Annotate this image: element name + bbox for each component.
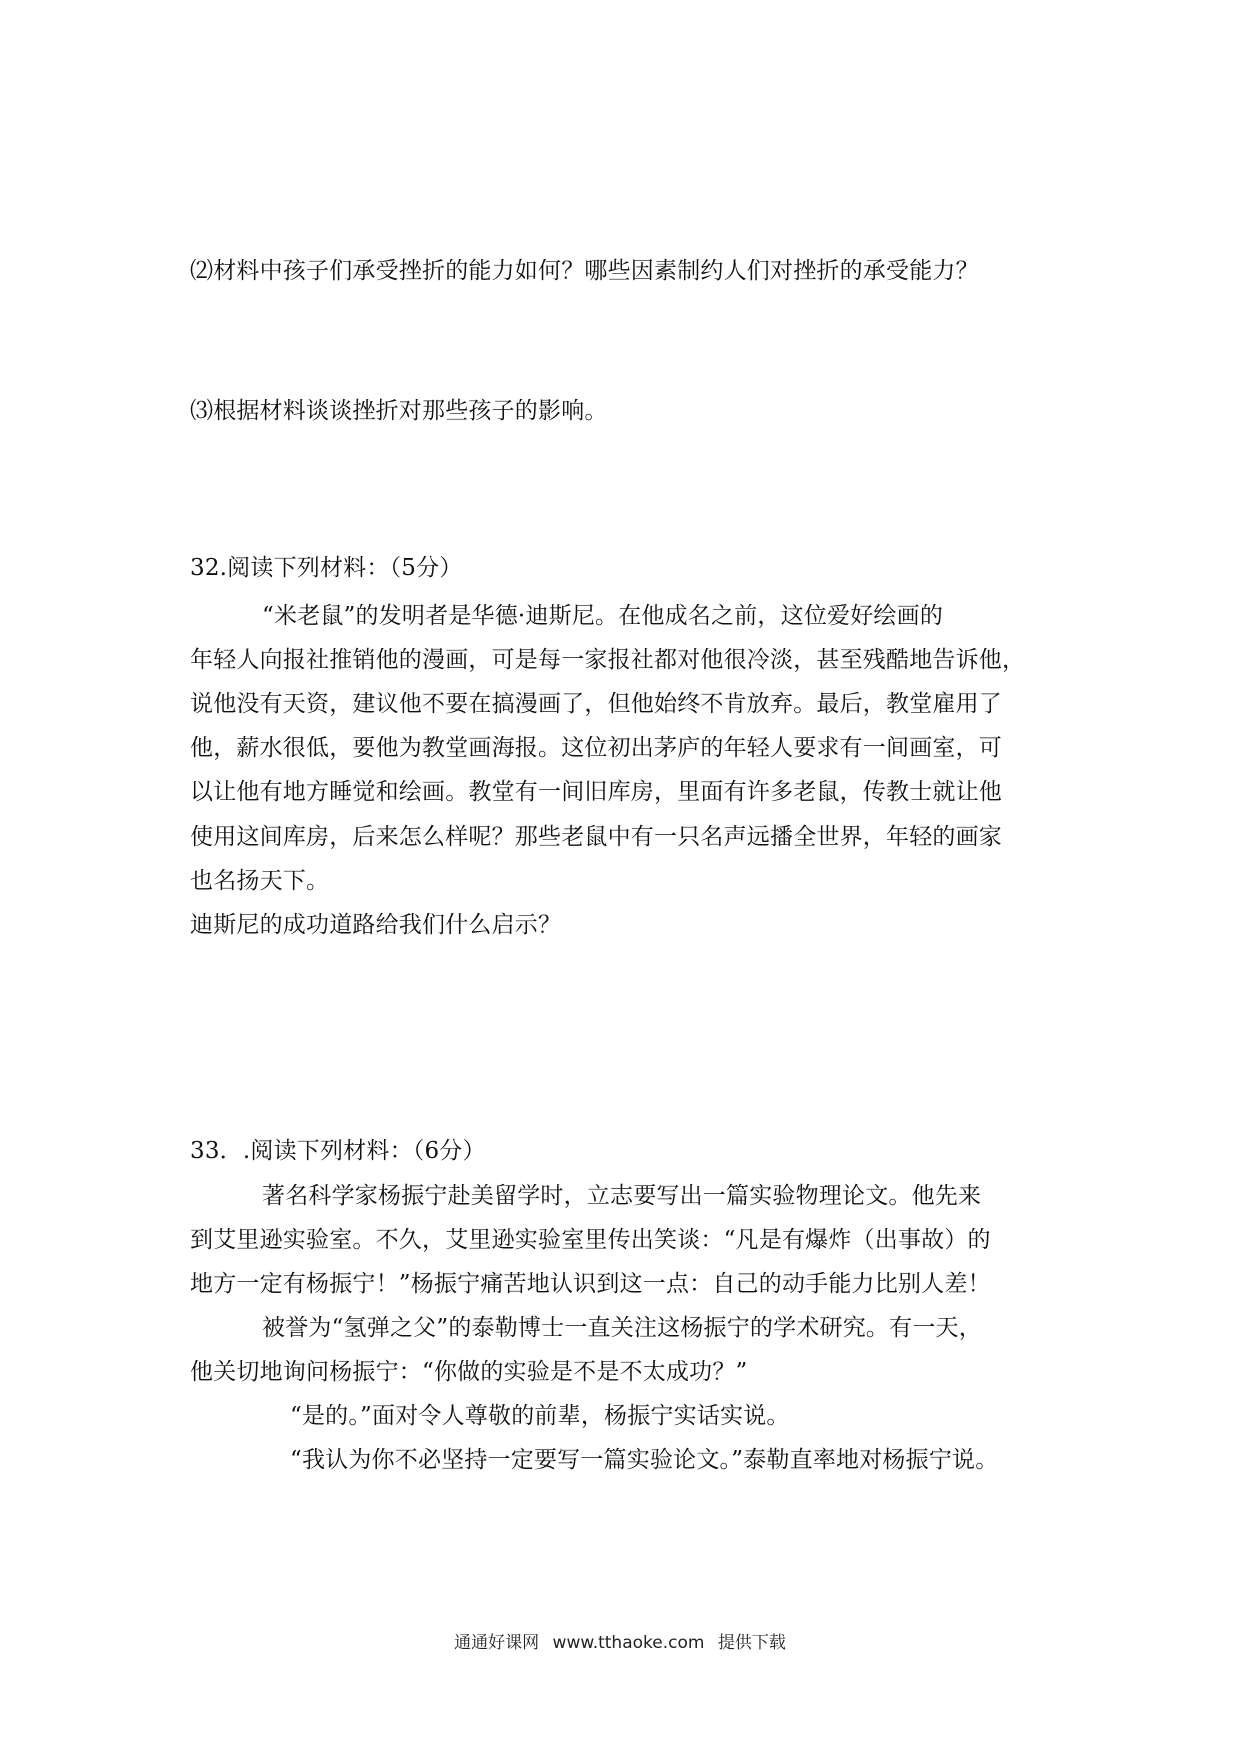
question-32-paragraph-line: 以让他有地方睡觉和绘画。教堂有一间旧库房，里面有许多老鼠，传教士就让他: [190, 779, 1002, 805]
question-32-paragraph-line: 说他没有天资，建议他不要在搞漫画了，但他始终不肯放弃。最后，教堂雇用了: [190, 691, 1002, 717]
page-footer: [0, 1628, 1240, 1653]
question-33-paragraph-line: 他关切地询问杨振宁：“你做的实验是不是不太成功？”: [190, 1359, 748, 1385]
question-32-paragraph-line: 使用这间库房，后来怎么样呢？那些老鼠中有一只名声远播全世界，年轻的画家: [190, 824, 1002, 850]
question-31-sub3: ⑶根据材料谈谈挫折对那些孩子的影响。: [190, 398, 608, 424]
question-33-heading: 33．.阅读下列材料：（6分）: [190, 1138, 486, 1164]
question-33-paragraph-line: 被誉为“氢弹之父”的泰勒博士一直关注这杨振宁的学术研究。有一天，: [262, 1315, 982, 1341]
question-32-paragraph-line: 年轻人向报社推销他的漫画，可是每一家报社都对他很冷淡，甚至残酷地告诉他，: [190, 647, 1026, 673]
footer-site-name: 通通好课网: [454, 1633, 540, 1653]
question-32-paragraph-line: 他，薪水很低，要他为教堂画海报。这位初出茅庐的年轻人要求有一间画室，可: [190, 735, 1002, 761]
question-32-paragraph-line: 也名扬天下。: [190, 868, 330, 894]
question-33-paragraph-line: “我认为你不必坚持一定要写一篇实验论文。”泰勒直率地对杨振宁说。: [290, 1447, 999, 1473]
question-32-heading: 32.阅读下列材料：（5分）: [190, 555, 463, 581]
question-33-paragraph-line: “是的。”面对令人尊敬的前辈，杨振宁实话实说。: [290, 1403, 790, 1429]
footer-url[interactable]: www.tthaoke.com: [552, 1633, 705, 1653]
footer-suffix: 提供下载: [717, 1633, 786, 1653]
question-31-sub2: ⑵材料中孩子们承受挫折的能力如何？哪些因素制约人们对挫折的承受能力？: [190, 258, 979, 284]
question-33-paragraph-line: 到艾里逊实验室。不久，艾里逊实验室里传出笑谈：“凡是有爆炸（出事故）的: [190, 1227, 991, 1253]
question-32-prompt: 迪斯尼的成功道路给我们什么启示？: [190, 912, 562, 938]
question-32-paragraph-line: “米老鼠”的发明者是华德·迪斯尼。在他成名之前，这位爱好绘画的: [262, 603, 944, 629]
question-33-paragraph-line: 著名科学家杨振宁赴美留学时，立志要写出一篇实验物理论文。他先来: [262, 1183, 982, 1209]
question-33-paragraph-line: 地方一定有杨振宁！”杨振宁痛苦地认识到这一点：自己的动手能力比别人差！: [190, 1271, 991, 1297]
